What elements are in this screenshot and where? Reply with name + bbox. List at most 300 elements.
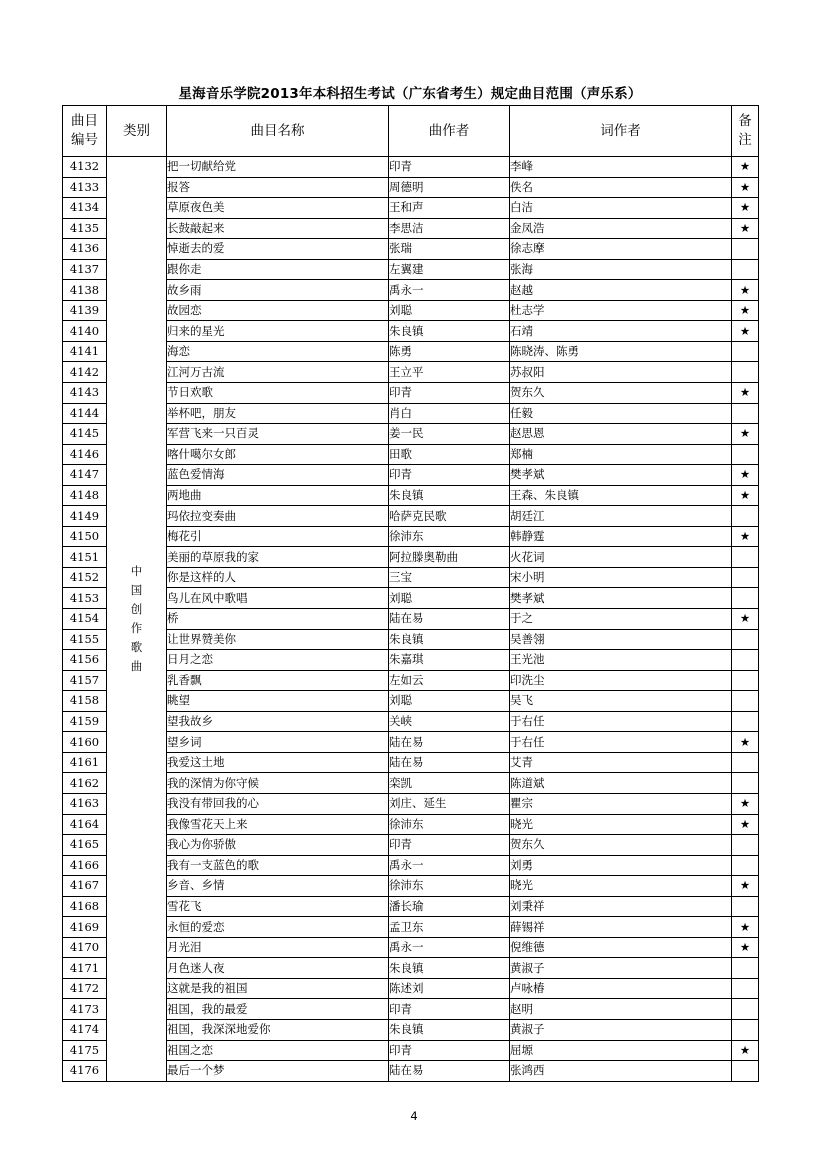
note-cell xyxy=(732,1019,759,1040)
song-id: 4151 xyxy=(63,547,107,568)
note-cell xyxy=(732,752,759,773)
lyricist-name: 吴善翎 xyxy=(510,629,732,650)
star-icon: ★ xyxy=(739,426,751,441)
composer-name: 禹永一 xyxy=(389,937,510,958)
song-name: 蓝色爱情海 xyxy=(167,465,389,486)
header-composer: 曲作者 xyxy=(389,106,510,157)
composer-name: 孟卫东 xyxy=(389,917,510,938)
song-name: 我心为你骄傲 xyxy=(167,835,389,856)
table-row xyxy=(63,814,759,835)
song-id: 4160 xyxy=(63,732,107,753)
song-name: 美丽的草原我的家 xyxy=(167,547,389,568)
table-row xyxy=(63,218,759,239)
note-cell xyxy=(732,300,759,321)
song-name: 悼逝去的爱 xyxy=(167,239,389,260)
header-id xyxy=(63,106,107,157)
song-id: 4167 xyxy=(63,876,107,897)
song-id: 4175 xyxy=(63,1040,107,1061)
lyricist-name: 印洗尘 xyxy=(510,670,732,691)
table-row xyxy=(63,547,759,568)
composer-name: 禹永一 xyxy=(389,855,510,876)
song-id: 4172 xyxy=(63,978,107,999)
note-cell xyxy=(732,835,759,856)
composer-name: 朱嘉琪 xyxy=(389,650,510,671)
star-icon: ★ xyxy=(739,303,751,318)
song-name: 我爱这土地 xyxy=(167,752,389,773)
note-cell xyxy=(732,814,759,835)
note-cell xyxy=(732,691,759,712)
note-cell xyxy=(732,424,759,445)
table-row xyxy=(63,444,759,465)
star-icon: ★ xyxy=(739,467,751,482)
star-icon: ★ xyxy=(739,488,751,503)
song-id: 4158 xyxy=(63,691,107,712)
table-header-row xyxy=(63,106,759,157)
page-number: 4 xyxy=(410,1109,418,1123)
song-name: 祖国，我的最爱 xyxy=(167,999,389,1020)
composer-name: 印青 xyxy=(389,835,510,856)
note-cell xyxy=(732,773,759,794)
song-name: 最后一个梦 xyxy=(167,1061,389,1082)
song-id: 4161 xyxy=(63,752,107,773)
lyricist-name: 倪维德 xyxy=(510,937,732,958)
category-label: 中国创作歌曲 xyxy=(130,563,143,673)
note-cell xyxy=(732,670,759,691)
lyricist-name: 刘秉祥 xyxy=(510,896,732,917)
lyricist-name: 赵明 xyxy=(510,999,732,1020)
composer-name: 朱良镇 xyxy=(389,629,510,650)
song-id: 4152 xyxy=(63,567,107,588)
song-name: 月色迷人夜 xyxy=(167,958,389,979)
note-cell xyxy=(732,218,759,239)
composer-name: 王立平 xyxy=(389,362,510,383)
table-row xyxy=(63,793,759,814)
song-id: 4149 xyxy=(63,506,107,527)
song-name: 节日欢歌 xyxy=(167,383,389,404)
lyricist-name: 郑楠 xyxy=(510,444,732,465)
table-row xyxy=(63,526,759,547)
song-id: 4144 xyxy=(63,403,107,424)
note-cell xyxy=(732,937,759,958)
note-cell xyxy=(732,917,759,938)
song-name: 归来的星光 xyxy=(167,321,389,342)
table-row xyxy=(63,506,759,527)
composer-name: 刘庄、延生 xyxy=(389,793,510,814)
composer-name: 印青 xyxy=(389,383,510,404)
note-cell xyxy=(732,239,759,260)
lyricist-name: 金凤浩 xyxy=(510,218,732,239)
lyricist-name: 于之 xyxy=(510,609,732,630)
song-id: 4153 xyxy=(63,588,107,609)
table-row xyxy=(63,341,759,362)
note-cell xyxy=(732,341,759,362)
composer-name: 徐沛东 xyxy=(389,814,510,835)
table-row xyxy=(63,978,759,999)
composer-name: 左翼建 xyxy=(389,259,510,280)
lyricist-name: 胡廷江 xyxy=(510,506,732,527)
composer-name: 哈萨克民歌 xyxy=(389,506,510,527)
table-row xyxy=(63,937,759,958)
song-id: 4170 xyxy=(63,937,107,958)
composer-name: 田歌 xyxy=(389,444,510,465)
lyricist-name: 佚名 xyxy=(510,177,732,198)
note-cell xyxy=(732,157,759,178)
lyricist-name: 陈晓涛、陈勇 xyxy=(510,341,732,362)
song-name: 永恒的爱恋 xyxy=(167,917,389,938)
header-id-text: 曲目编号 xyxy=(71,113,98,148)
composer-name: 朱良镇 xyxy=(389,321,510,342)
lyricist-name: 王光池 xyxy=(510,650,732,671)
composer-name: 徐沛东 xyxy=(389,526,510,547)
table-row xyxy=(63,855,759,876)
composer-name: 徐沛东 xyxy=(389,876,510,897)
table-row xyxy=(63,465,759,486)
lyricist-name: 杜志学 xyxy=(510,300,732,321)
composer-name: 陆在易 xyxy=(389,609,510,630)
song-name: 鸟儿在风中歌唱 xyxy=(167,588,389,609)
song-id: 4146 xyxy=(63,444,107,465)
lyricist-name: 韩静霆 xyxy=(510,526,732,547)
composer-name: 刘聪 xyxy=(389,300,510,321)
song-id: 4148 xyxy=(63,485,107,506)
song-name: 故乡雨 xyxy=(167,280,389,301)
composer-name: 印青 xyxy=(389,1040,510,1061)
table-row xyxy=(63,732,759,753)
note-cell xyxy=(732,280,759,301)
category-cell xyxy=(107,157,167,1082)
table-row xyxy=(63,259,759,280)
note-cell xyxy=(732,547,759,568)
table-row xyxy=(63,629,759,650)
lyricist-name: 于右任 xyxy=(510,711,732,732)
song-id: 4133 xyxy=(63,177,107,198)
table-row xyxy=(63,917,759,938)
lyricist-name: 薛锡祥 xyxy=(510,917,732,938)
song-table xyxy=(62,105,759,1082)
star-icon: ★ xyxy=(739,323,751,338)
note-cell xyxy=(732,506,759,527)
song-name: 举杯吧，朋友 xyxy=(167,403,389,424)
lyricist-name: 白洁 xyxy=(510,198,732,219)
composer-name: 陆在易 xyxy=(389,752,510,773)
lyricist-name: 晓光 xyxy=(510,876,732,897)
song-name: 乳香飘 xyxy=(167,670,389,691)
song-id: 4134 xyxy=(63,198,107,219)
header-category: 类别 xyxy=(107,106,167,157)
lyricist-name: 任毅 xyxy=(510,403,732,424)
note-cell xyxy=(732,629,759,650)
composer-name: 陆在易 xyxy=(389,1061,510,1082)
table-body xyxy=(63,157,759,1082)
song-name: 望我故乡 xyxy=(167,711,389,732)
song-name: 把一切献给党 xyxy=(167,157,389,178)
song-id: 4141 xyxy=(63,341,107,362)
lyricist-name: 石靖 xyxy=(510,321,732,342)
song-id: 4138 xyxy=(63,280,107,301)
header-song: 曲目名称 xyxy=(167,106,389,157)
song-id: 4176 xyxy=(63,1061,107,1082)
song-name: 我的深情为你守候 xyxy=(167,773,389,794)
note-cell xyxy=(732,362,759,383)
song-id: 4143 xyxy=(63,383,107,404)
note-cell xyxy=(732,793,759,814)
composer-name: 栾凯 xyxy=(389,773,510,794)
page-title: 星海音乐学院2013年本科招生考试（广东省考生）规定曲目范围（声乐系） xyxy=(178,86,642,102)
table-row xyxy=(63,239,759,260)
song-name: 草原夜色美 xyxy=(167,198,389,219)
note-cell xyxy=(732,896,759,917)
lyricist-name: 李峰 xyxy=(510,157,732,178)
song-id: 4173 xyxy=(63,999,107,1020)
note-cell xyxy=(732,609,759,630)
song-name: 乡音、乡情 xyxy=(167,876,389,897)
lyricist-name: 陈道斌 xyxy=(510,773,732,794)
lyricist-name: 王森、朱良镇 xyxy=(510,485,732,506)
table-row xyxy=(63,1061,759,1082)
note-cell xyxy=(732,485,759,506)
star-icon: ★ xyxy=(739,878,751,893)
song-name: 日月之恋 xyxy=(167,650,389,671)
song-id: 4163 xyxy=(63,793,107,814)
lyricist-name: 屈塬 xyxy=(510,1040,732,1061)
lyricist-name: 瞿宗 xyxy=(510,793,732,814)
song-name: 眺望 xyxy=(167,691,389,712)
star-icon: ★ xyxy=(739,385,751,400)
note-cell xyxy=(732,465,759,486)
song-name: 月光泪 xyxy=(167,937,389,958)
composer-name: 左如云 xyxy=(389,670,510,691)
note-cell xyxy=(732,259,759,280)
table-row xyxy=(63,321,759,342)
song-id: 4135 xyxy=(63,218,107,239)
lyricist-name: 苏叔阳 xyxy=(510,362,732,383)
star-icon: ★ xyxy=(739,734,751,749)
table-row xyxy=(63,424,759,445)
table-row xyxy=(63,567,759,588)
note-cell xyxy=(732,876,759,897)
composer-name: 潘长瑜 xyxy=(389,896,510,917)
song-name: 我没有带回我的心 xyxy=(167,793,389,814)
song-id: 4162 xyxy=(63,773,107,794)
song-name: 故园恋 xyxy=(167,300,389,321)
composer-name: 关峡 xyxy=(389,711,510,732)
note-cell xyxy=(732,403,759,424)
song-id: 4142 xyxy=(63,362,107,383)
table-row xyxy=(63,362,759,383)
composer-name: 李思洁 xyxy=(389,218,510,239)
lyricist-name: 张鸿西 xyxy=(510,1061,732,1082)
song-id: 4145 xyxy=(63,424,107,445)
note-cell xyxy=(732,732,759,753)
header-note xyxy=(732,106,759,157)
lyricist-name: 徐志摩 xyxy=(510,239,732,260)
composer-name: 朱良镇 xyxy=(389,1019,510,1040)
table-row xyxy=(63,588,759,609)
star-icon: ★ xyxy=(739,220,751,235)
lyricist-name: 艾青 xyxy=(510,752,732,773)
lyricist-name: 张海 xyxy=(510,259,732,280)
table-row xyxy=(63,383,759,404)
lyricist-name: 于右任 xyxy=(510,732,732,753)
song-id: 4174 xyxy=(63,1019,107,1040)
composer-name: 三宝 xyxy=(389,567,510,588)
song-id: 4139 xyxy=(63,300,107,321)
table-row xyxy=(63,403,759,424)
composer-name: 印青 xyxy=(389,157,510,178)
composer-name: 禹永一 xyxy=(389,280,510,301)
composer-name: 肖白 xyxy=(389,403,510,424)
song-name: 这就是我的祖国 xyxy=(167,978,389,999)
lyricist-name: 樊孝斌 xyxy=(510,588,732,609)
note-cell xyxy=(732,1061,759,1082)
table-row xyxy=(63,650,759,671)
song-id: 4150 xyxy=(63,526,107,547)
star-icon: ★ xyxy=(739,1042,751,1057)
lyricist-name: 赵越 xyxy=(510,280,732,301)
song-name: 你是这样的人 xyxy=(167,567,389,588)
lyricist-name: 火花词 xyxy=(510,547,732,568)
song-name: 长鼓敲起来 xyxy=(167,218,389,239)
composer-name: 朱良镇 xyxy=(389,485,510,506)
lyricist-name: 晓光 xyxy=(510,814,732,835)
table-row xyxy=(63,300,759,321)
song-name: 让世界赞美你 xyxy=(167,629,389,650)
song-name: 祖国，我深深地爱你 xyxy=(167,1019,389,1040)
table-row xyxy=(63,198,759,219)
composer-name: 刘聪 xyxy=(389,691,510,712)
note-cell xyxy=(732,588,759,609)
lyricist-name: 刘勇 xyxy=(510,855,732,876)
star-icon: ★ xyxy=(739,179,751,194)
song-name: 喀什噶尔女郎 xyxy=(167,444,389,465)
song-name: 我有一支蓝色的歌 xyxy=(167,855,389,876)
table-row xyxy=(63,177,759,198)
composer-name: 王和声 xyxy=(389,198,510,219)
table-row xyxy=(63,896,759,917)
star-icon: ★ xyxy=(739,159,751,174)
lyricist-name: 吴飞 xyxy=(510,691,732,712)
song-id: 4157 xyxy=(63,670,107,691)
composer-name: 陈述刘 xyxy=(389,978,510,999)
lyricist-name: 黄淑子 xyxy=(510,958,732,979)
composer-name: 阿拉滕奥勒曲 xyxy=(389,547,510,568)
table-row xyxy=(63,958,759,979)
lyricist-name: 黄淑子 xyxy=(510,1019,732,1040)
song-id: 4165 xyxy=(63,835,107,856)
note-cell xyxy=(732,650,759,671)
lyricist-name: 卢咏椿 xyxy=(510,978,732,999)
note-cell xyxy=(732,383,759,404)
star-icon: ★ xyxy=(739,611,751,626)
song-name: 两地曲 xyxy=(167,485,389,506)
note-cell xyxy=(732,177,759,198)
table-row xyxy=(63,609,759,630)
star-icon: ★ xyxy=(739,200,751,215)
star-icon: ★ xyxy=(739,919,751,934)
table-row xyxy=(63,670,759,691)
song-id: 4164 xyxy=(63,814,107,835)
song-name: 桥 xyxy=(167,609,389,630)
lyricist-name: 贺东久 xyxy=(510,383,732,404)
song-id: 4132 xyxy=(63,157,107,178)
table-row xyxy=(63,711,759,732)
song-id: 4137 xyxy=(63,259,107,280)
song-id: 4168 xyxy=(63,896,107,917)
star-icon: ★ xyxy=(739,816,751,831)
table-row xyxy=(63,773,759,794)
song-name: 军营飞来一只百灵 xyxy=(167,424,389,445)
star-icon: ★ xyxy=(739,529,751,544)
table-row xyxy=(63,1019,759,1040)
table-row xyxy=(63,752,759,773)
note-cell xyxy=(732,526,759,547)
lyricist-name: 宋小明 xyxy=(510,567,732,588)
table-row xyxy=(63,835,759,856)
table-row xyxy=(63,280,759,301)
song-id: 4159 xyxy=(63,711,107,732)
song-id: 4154 xyxy=(63,609,107,630)
song-id: 4169 xyxy=(63,917,107,938)
note-cell xyxy=(732,711,759,732)
song-name: 祖国之恋 xyxy=(167,1040,389,1061)
table-row xyxy=(63,999,759,1020)
composer-name: 朱良镇 xyxy=(389,958,510,979)
song-name: 跟你走 xyxy=(167,259,389,280)
table-row xyxy=(63,876,759,897)
song-name: 望乡词 xyxy=(167,732,389,753)
song-id: 4140 xyxy=(63,321,107,342)
note-cell xyxy=(732,999,759,1020)
lyricist-name: 樊孝斌 xyxy=(510,465,732,486)
song-id: 4166 xyxy=(63,855,107,876)
composer-name: 陈勇 xyxy=(389,341,510,362)
note-cell xyxy=(732,958,759,979)
song-name: 梅花引 xyxy=(167,526,389,547)
table-row xyxy=(63,691,759,712)
note-cell xyxy=(732,198,759,219)
song-id: 4171 xyxy=(63,958,107,979)
composer-name: 张瑞 xyxy=(389,239,510,260)
table-row xyxy=(63,157,759,178)
song-name: 玛依拉变奏曲 xyxy=(167,506,389,527)
song-id: 4147 xyxy=(63,465,107,486)
composer-name: 姜一民 xyxy=(389,424,510,445)
note-cell xyxy=(732,444,759,465)
star-icon: ★ xyxy=(739,940,751,955)
song-id: 4156 xyxy=(63,650,107,671)
song-id: 4155 xyxy=(63,629,107,650)
composer-name: 周德明 xyxy=(389,177,510,198)
lyricist-name: 贺东久 xyxy=(510,835,732,856)
star-icon: ★ xyxy=(739,796,751,811)
header-note-text: 备注 xyxy=(738,113,752,148)
song-name: 报答 xyxy=(167,177,389,198)
song-id: 4136 xyxy=(63,239,107,260)
note-cell xyxy=(732,567,759,588)
note-cell xyxy=(732,1040,759,1061)
composer-name: 印青 xyxy=(389,465,510,486)
song-name: 雪花飞 xyxy=(167,896,389,917)
composer-name: 印青 xyxy=(389,999,510,1020)
song-name: 海恋 xyxy=(167,341,389,362)
song-name: 江河万古流 xyxy=(167,362,389,383)
note-cell xyxy=(732,978,759,999)
table-row xyxy=(63,1040,759,1061)
note-cell xyxy=(732,855,759,876)
lyricist-name: 赵思恩 xyxy=(510,424,732,445)
composer-name: 陆在易 xyxy=(389,732,510,753)
header-lyricist: 词作者 xyxy=(510,106,732,157)
